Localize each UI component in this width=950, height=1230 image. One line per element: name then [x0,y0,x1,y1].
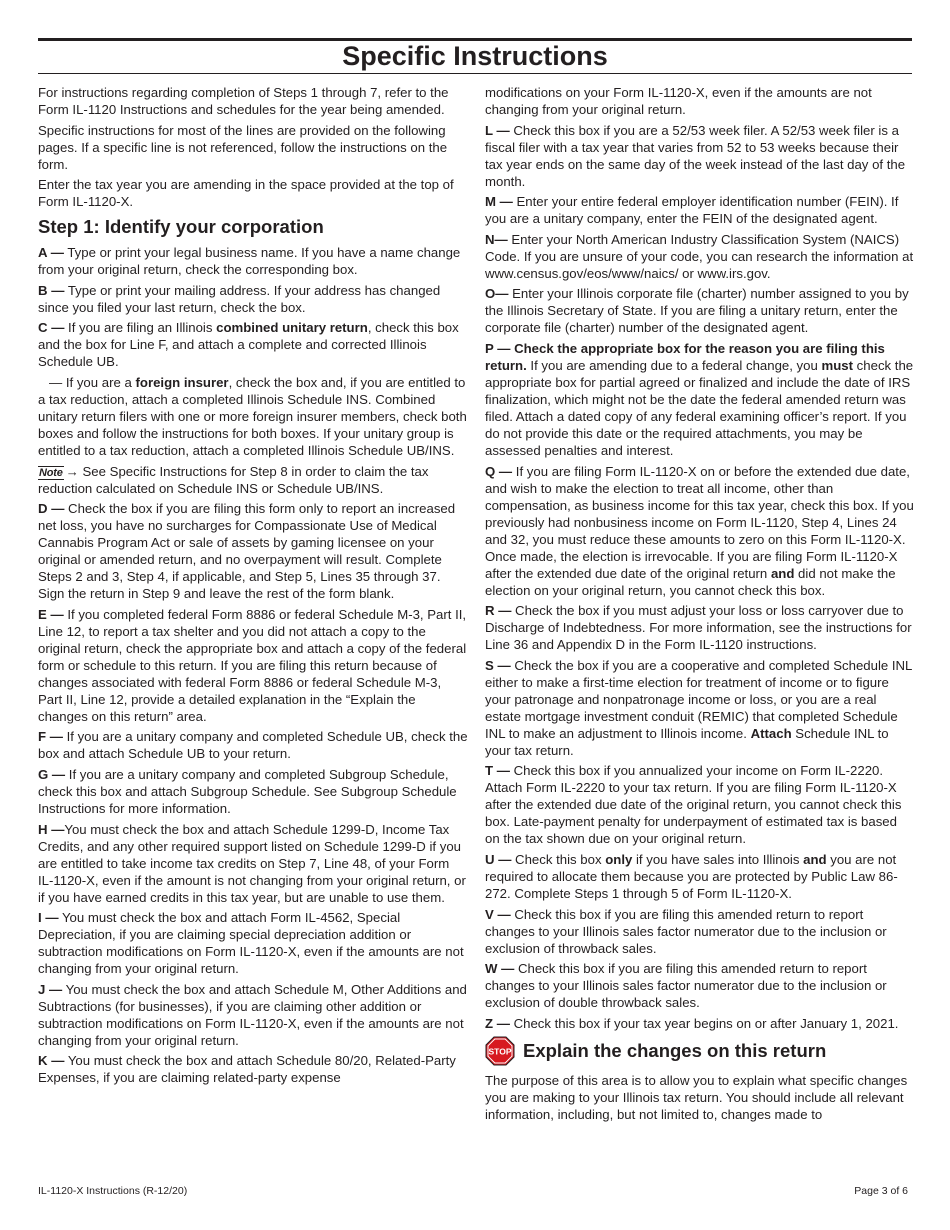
item-s-label: S — [485,657,511,673]
item-k [38,1052,468,1086]
item-d-label: D — [38,501,65,517]
item-i-label: I — [38,910,59,926]
item-u-text-end: you are not required to allocate them because you are protected by Public Law 86-272. Complete Steps 1 through 5 of Form IL-1120-X. [485,851,898,901]
item-t [485,762,915,847]
item-o [485,285,915,336]
item-z-label: Z — [485,1015,510,1031]
item-c-text: If you are filing an Illinois [68,320,217,336]
item-c-bold: combined unitary return [216,320,368,336]
stop-sign-icon [485,1036,515,1066]
item-j [38,981,468,1049]
item-f-label: F — [38,729,63,745]
item-l-label: L — [485,122,510,138]
item-u [485,851,915,902]
item-j-text: You must check the box and attach Schedule M, Other Additions and Subtractions (for businesses), if you are claiming other addition or subtraction modifications on Form IL-1120-X, even if the amounts are not changing from your original return. [38,981,467,1048]
item-i [38,909,468,977]
item-l [485,122,915,190]
item-c [38,319,468,370]
explain-heading: Explain the changes on this return [523,1039,827,1061]
item-w-label: W — [485,961,515,977]
item-n [485,231,915,282]
item-v-label: V — [485,906,511,922]
item-b-text: Type or print your mailing address. If your address has changed since you filed your last return, check the box. [38,282,441,315]
item-v [485,906,915,957]
item-s-text-end: Schedule INL to your tax return. [485,725,889,758]
item-w [485,960,915,1011]
item-g [38,766,468,817]
item-b [38,282,468,316]
intro-paragraph-2: Specific instructions for most of the lines are provided on the following pages. If a specific line is not referenced, follow the instructions on the form. [38,122,448,172]
item-q-label: Q — [485,463,513,479]
item-m-text: Enter your entire federal employer identification number (FEIN). If you are a unitary company, enter the FEIN of the designated agent. [485,194,899,227]
item-p [485,340,915,459]
item-q-text: If you are filing Form IL-1120-X on or before the extended due date, and wish to make the election to treat all income, other than compensation, as business income for this tax year, check this box. If you previously had nonbusiness income on Form IL-1120, Step 4, Lines 24 and 32, you must reduce these amounts to zero on this Form IL-1120-X. Once made, the election is irrevocable. If you are filing Form IL-1120-X after the extended due date of the original return [485,463,914,581]
item-u-only: only [605,851,633,867]
note-text: See Specific Instructions for Step 8 in order to claim the tax reduction calculated on Schedule INS or Schedule UB/INS. [38,463,429,496]
item-j-label: J — [38,981,63,997]
item-s [485,657,915,759]
explain-heading-row [485,1036,915,1066]
item-k-label: K — [38,1053,65,1069]
item-c-foreign-insurer [38,374,468,459]
item-s-attach: Attach [750,725,792,741]
item-h-text: You must check the box and attach Schedule 1299-D, Income Tax Credits, and any other required support listed on Schedule 1299-D if you are entitled to take income tax credits on Step 7, Line 48, of your Form IL-1120-X, even if the amount is not changing from your original return, or if you have earned credits in this tax year, but are unable to use them. [38,821,466,905]
explain-paragraph: The purpose of this area is to allow you to explain what specific changes you are making to your Illinois tax return. You should include all relevant information, including, but not limited to, changes made to [485,1072,908,1122]
item-p-bold: Check the appropriate box for the reason you are filing this return. [485,340,885,373]
item-r-text: Check the box if you must adjust your loss or loss carryover due to Discharge of Indebtedness. For more information, see the instructions for Line 36 and Appendix D in the Form IL-1120 instructions. [485,603,912,653]
item-d-text: Check the box if you are filing this form only to report an increased net loss, you have no surcharges for Compassionate Use of Medical Cannabis Program Act or sale of assets by gaming licensee on your original or amended return, and no overpayment will result. Complete Steps 2 and 3, Step 4, if applicable, and Step 5, Lines 35 through 37. Sign the return in Step 9 and leave the rest of the form blank. [38,501,456,602]
item-k-continued: modifications on your Form IL-1120-X, even if the amounts are not changing from your original return. [485,85,872,117]
item-n-text: Enter your North American Industry Classification System (NAICS) Code. If you are unsure of your code, you can research the information at www.census.gov/eos/www/naics/ or www.irs.gov. [485,231,914,281]
title-rule [38,73,912,74]
item-o-label: O— [485,286,509,302]
item-g-text: If you are a unitary company and completed Subgroup Schedule, check this box and attach Subgroup Schedule. See Subgroup Schedule Instructions for more information. [38,766,457,816]
item-z [485,1015,915,1032]
item-m-label: M — [485,194,513,210]
item-w-text: Check this box if you are filing this amended return to report changes to your Illinois sales factor numerator due to the inclusion or exclusion of double throwback sales. [485,961,887,1011]
step1-heading: Step 1: Identify your corporation [38,216,324,238]
item-a [38,244,468,278]
note-icon: Note [39,466,63,479]
item-e-text: If you completed federal Form 8886 or federal Schedule M-3, Part II, Line 12, to report a tax shelter and you did not attach a copy to the original return, check the appropriate box and attach a copy of the federal form or schedule to this return. If you are filing this return because of changes associated with federal Form 8886 or federal Schedule M-3, Part II, Line 12, provide a detailed explanation in the “Explain the changes on this return” area. [38,606,467,724]
page-title: Specific Instructions [342,41,608,71]
item-v-text: Check this box if you are filing this amended return to report changes to your Illinois sales factor numerator due to the inclusion or exclusion of throwback sales. [485,906,887,956]
item-o-text: Enter your Illinois corporate file (charter) number assigned to you by the Illinois Secretary of State. If you are filing a unitary return, enter the corporate file (charter) number of the designated agent. [485,286,909,336]
item-p-label: P — [485,340,511,356]
item-e [38,606,468,725]
item-u-and: and [803,851,827,867]
item-q-text-end: did not make the election on your original return, you cannot check this box. [485,565,896,598]
item-q [485,463,915,599]
item-p-text: If you are amending due to a federal change, you [526,357,822,373]
note: Note → See Specific Instructions for Step 8 in order to claim the tax reduction calculated on Schedule INS or Schedule UB/INS. [38,463,429,496]
item-q-and: and [770,565,795,581]
item-c2-bold: foreign insurer [135,374,229,390]
footer-page-number: Page 3 of 6 [854,1185,908,1197]
item-d [38,500,468,602]
right-column [485,84,915,1126]
item-a-text: Type or print your legal business name. If you have a name change from your original return, check the corresponding box. [38,245,461,278]
item-h-label: H — [38,821,65,837]
item-c-text-end: , check this box and the box for Line F, and attach a complete and corrected Illinois Schedule UB. [38,320,459,370]
item-u-text-mid: if you have sales into Illinois [632,851,804,867]
item-f-text: If you are a unitary company and completed Schedule UB, check the box and attach Schedule UB to your return. [38,729,468,762]
item-a-label: A — [38,245,64,261]
item-e-label: E — [38,606,64,622]
item-i-text: You must check the box and attach Form IL-4562, Special Depreciation, if you are claiming special depreciation addition or subtraction modifications on Form IL-1120-X, even if the amounts are not changing from your original return. [38,910,464,977]
item-c2-text-end: , check the box and, if you are entitled to a tax reduction, attach a completed Illinois Schedule INS. Combined unitary return filers with one or more foreign insurer members, check both boxes and follow the instructions for both boxes. If your unitary group is entitled to a tax reduction, attach a completed Illinois Schedule UB/INS. [38,374,467,458]
item-c-label: C — [38,320,65,336]
item-n-label: N— [485,231,508,247]
item-c2-text: — If you are a [49,374,136,390]
item-l-text: Check this box if you are a 52/53 week filer. A 52/53 week filer is a fiscal filer with a tax year that varies from 52 to 53 weeks because their tax year ends on the same day of the week instead of the last day of the month. [485,122,906,189]
intro-paragraph-1: For instructions regarding completion of Steps 1 through 7, refer to the Form IL-1120 Instructions and schedules for the year being amended. [38,85,449,117]
left-column [38,84,468,1090]
item-r [485,602,915,653]
item-t-label: T — [485,763,510,779]
item-z-text: Check this box if your tax year begins on or after January 1, 2021. [513,1015,899,1031]
item-r-label: R — [485,603,512,619]
item-f [38,728,468,762]
item-m [485,193,915,227]
intro-paragraph-3: Enter the tax year you are amending in the space provided at the top of Form IL-1120-X. [38,177,454,210]
footer-form-id: IL-1120-X Instructions (R-12/20) [38,1185,188,1197]
item-s-text: Check the box if you are a cooperative and completed Schedule INL either to make a first-time election for treatment of income or to figure your patronage and nonpatronage income or loss, or you are a real estate mortgage investment conduit (REMIC) that completed Schedule INL to make an adjustment to Illinois income. [485,657,912,741]
item-k-text: You must check the box and attach Schedule 80/20, Related-Party Expenses, if you are claiming related-party expense [38,1053,456,1086]
item-h [38,821,468,906]
stop-sign-text: STOP [488,1046,512,1057]
item-u-label: U — [485,851,512,867]
item-u-text: Check this box [515,851,606,867]
item-p-text-end: check the appropriate box for partial agreed or finalized and include the date of IRS finalization, which might not be the date the federal amended return was filed. Attach a dated copy of any federal examining officer’s report. If you do not provide this date or the required attachments, you may be assessed penalties and interest. [485,357,914,458]
item-t-text: Check this box if you annualized your income on Form IL-2220. Attach Form IL-2220 to your tax return. If you are filing Form IL-1120-X after the extended due date of the original return, you cannot check this box. Late-payment penalty for underpayment of estimated tax is based on the tax shown due on your original return. [485,763,902,847]
item-b-label: B — [38,282,65,298]
item-g-label: G — [38,766,66,782]
item-p-must: must [821,357,854,373]
